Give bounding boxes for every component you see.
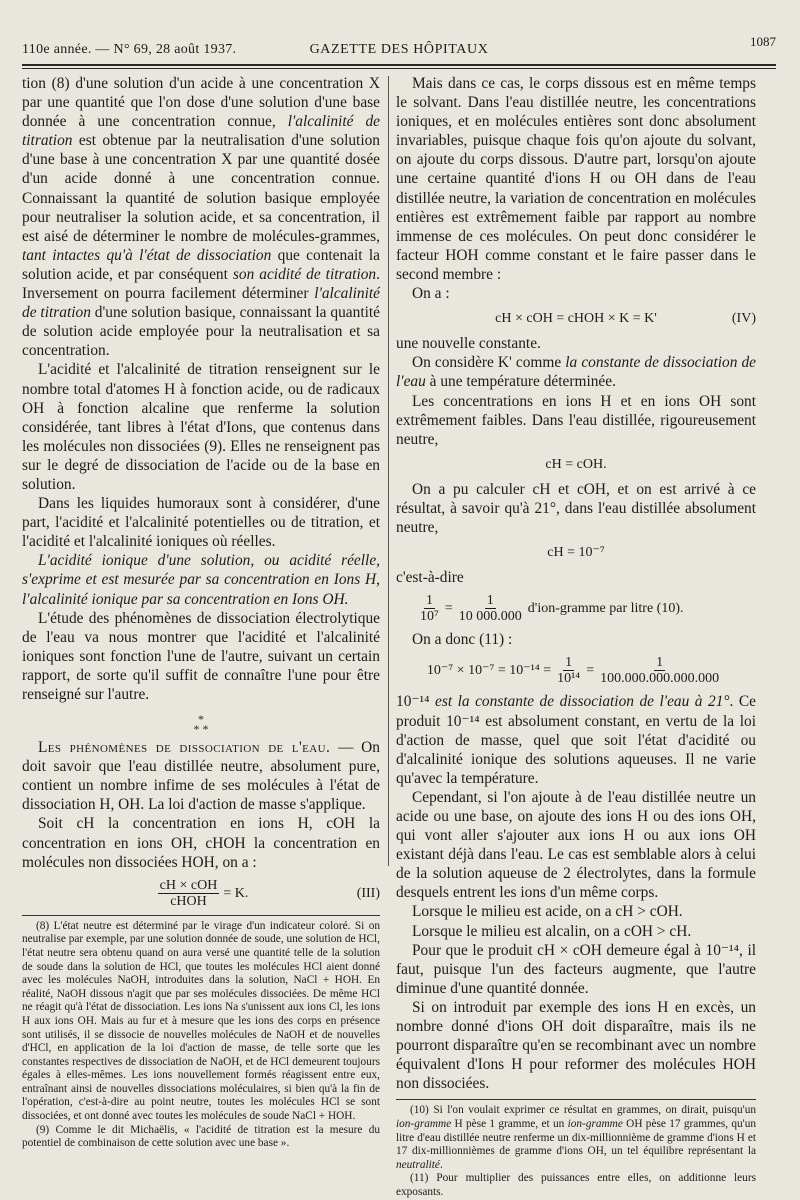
paragraph: On a pu calculer cH et cOH, et on est arrivé à ce résultat, à savoir qu'à 21°, dans l'eau distillée absolument neutre, [396, 480, 756, 537]
page-header [22, 34, 776, 60]
paragraph: Mais dans ce cas, le corps dissous est en même temps le solvant. Dans l'eau distillée neutre, les concentrations ioniques, et en molécules entières sont donc absolument invariables, puisque chaque fois qu'on ajoute du solvant, on ajoute du corps dissous. D'autre part, lorsqu'on ajoute une certaine quantité d'ions H ou OH dans de l'eau distillée neutre, la variation de concentration en molécules entières est extrêmement faible par rapport au nombre immense de ces molécules. On peut donc considérer le facteur HOH comme constant et le faire passer dans le second membre : [396, 75, 756, 283]
equation: 10⁻⁷ × 10⁻⁷ = 10⁻¹⁴ = $\frac{1}{\text{10¹⁴}}$ = $\frac{1}{100.000.000.000.000}$ [426, 655, 720, 687]
page-number: 1087 [750, 34, 776, 49]
paragraph: Les concentrations en ions H et en ions OH sont extrêmement faibles. Dans l'eau distillée, rigoureusement neutre, [396, 392, 756, 448]
footnote: (10) Si l'on voulait exprimer ce résultat en grammes, on dirait, puisqu'un ion-gramme H pèse 1 gramme, et un ion-gramme OH pèse 17 grammes, qu'un litre d'eau distillée neutre renferme un dix-millionnième de gramme d'ions H et 17 dix-millionnièmes de gramme d'ions OH, un tel équilibre représentant la neutralité. [396, 1104, 756, 1171]
section-title: Les phénomènes de dissociation de l'eau. [38, 739, 331, 757]
paragraph: L'acidité ionique d'une solution, ou acidité réelle, s'exprime et est mesurée par sa concentration en Ions H, l'alcalinité ionique par sa concentration en Ions OH. [22, 552, 380, 608]
paragraph: 10⁻¹⁴ est la constante de dissociation de l'eau à 21°. Ce produit 10⁻¹⁴ est absolument constant, en vertu de la loi d'action de masse, quel que soit l'état d'acidité ou d'alcalinité ionique des solutions aqueuses. Il ne varie qu'avec la température. [396, 693, 756, 787]
paragraph: tion (8) d'une solution d'un acide à une concentration X par une quantité que l'on dose d'une solution d'une base donnée à une concentration connue, l'alcalinité de titration est obtenue par la neutralisation d'une solution d'une base à une concentration X par une quantité dosée d'un acide donné à une concentration connue. Connaissant la quantité de solution basique employée pour neutraliser la solution acide, et sa concentration, il est aisé de déterminer le nombre de molécules-grammes, tant intactes qu'à l'état de dissociation que contenait la solution acide, et par conséquent son acidité de titration. Inversement on pourra facilement déterminer l'alcalinité de titration d'une solution basique, connaissant la quantité de solution acide employée pour la neutralisation et sa concentration. [22, 75, 381, 360]
equation: cH = cOH. [545, 456, 607, 472]
paragraph: On a donc (11) : [412, 631, 513, 649]
equation-iii: $\frac{\text{cH × cOH}}{\text{cHOH}}$ = K. (III) [159, 877, 380, 909]
section-separator: * * * [193, 712, 209, 737]
footnote: (8) L'état neutre est déterminé par le virage d'un indicateur coloré. Si on neutralise par exemple, par une solution donnée de soude, une solution de HCl, l'état neutre sera obtenu quand on aura versé une quantité telle de la solution de soude dans la solution de HCl, que toutes les molécules HCl aient donné avec les molécules NaOH, introduites dans la solution, NaCl + HOH. En réalité, NaOH dissous n'agit que par ses molécules dissociées. De même HCl ne réagit qu'à l'état de dissociation. Les ions Na s'unissent aux ions Cl, les ions H aux ions OH. Mais au fur et à mesure que les ions des corps en présence sont utilisés, il se dissocie de nouvelles molécules de NaOH et de nouvelles d'HCl, en application de la loi d'action de masse, de telle sorte que les constantes respectives de dissociation de NaOH, et de HCl demeurent toujours égales à elles-mêmes. Les ions nouvellement formés réagissent entre eux, entraînant ainsi de nouvelles dissociations moléculaires, si bien qu'à la fin de l'opération, c'est-à-dire au point neutre, toutes les molécules HCl se sont dissociées, et ont donné avec toutes les molécules de soude NaCl + HOH. [22, 919, 380, 1123]
footnote-rule [396, 1099, 756, 1100]
equation-label: (IV) [731, 311, 756, 327]
paragraph: L'étude des phénomènes de dissociation électrolytique de l'eau va nous montrer que l'acidité et l'alcalinité ioniques sont fonction l'une de l'autre, suivant un certain rapport, de sorte qu'il suffit de connaître l'une pour être renseigné sur l'autre. [22, 609, 380, 703]
equation-label: (III) [356, 885, 380, 901]
paragraph: Soit cH la concentration en ions H, cOH la concentration en ions OH, cHOH la concentration en molécules non dissociées HOH, on a : [22, 815, 380, 871]
paragraph: Les phénomènes de dissociation de l'eau. — On doit savoir que l'eau distillée neutre, absolument pure, contient un nombre infime de ses molécules à l'état de dissociation H, OH. La loi d'action de masse s'applique. [22, 739, 380, 814]
footnote: (11) Pour multiplier des puissances entre elles, on additionne leurs exposants. [396, 1172, 756, 1198]
journal-title: GAZETTE DES HÔPITAUX [309, 42, 489, 57]
issue-info: 110e année. — N° 69, 28 août 1937. [22, 42, 237, 57]
right-column [396, 74, 756, 1200]
header-rule-thick [22, 64, 776, 66]
footnotes [396, 1104, 756, 1199]
equation: cH = 10⁻⁷ [547, 545, 605, 561]
paragraph: L'acidité et l'alcalinité de titration renseignent sur le nombre total d'atomes H à fonction acide, ou de radicaux OH à fonction alcaline que renferme la solution considérée, tant libres à l'état d'Ions, que contenus dans les molécules non dissociées (9). Elles ne renseignent pas sur le degré de dissociation de l'acide ou de la base en solution. [22, 361, 380, 493]
paragraph: Pour que le produit cH × cOH demeure égal à 10⁻¹⁴, il faut, puisque l'un des facteurs augmente, que l'autre diminue d'une quantité donnée. [396, 941, 756, 997]
paragraph: une nouvelle constante. [396, 335, 541, 353]
paragraph: c'est-à-dire [396, 569, 464, 587]
paragraph: Lorsque le milieu est alcalin, on a cOH > cH. [412, 922, 692, 940]
equation: $\frac{1}{\text{10⁷}}$ = $\frac{1}{10 000.000}$ d'ion-gramme par litre (10). [420, 593, 684, 625]
equation-iv: cH × cOH = cHOH × K = K' (IV) [396, 309, 756, 328]
footnote: (9) Comme le dit Michaëlis, « l'acidité de titration est la mesure du potentiel de combinaison de cette solution avec une base ». [22, 1123, 380, 1150]
paragraph: Dans les liquides humoraux sont à considérer, d'une part, l'acidité et l'alcalinité potentielles ou de titration, et l'acidité et l'alcalinité ioniques où réelles. [22, 495, 380, 551]
paragraph: On a : [412, 285, 450, 303]
footnotes [22, 920, 380, 1151]
paragraph: Si on introduit par exemple des ions H en excès, un nombre donné d'ions OH doit disparaître, mais ils ne pourront disparaître qu'en se recombinant avec un nombre équivalent d'Ions H pour reformer des molécules HOH non dissociées. [396, 998, 756, 1093]
left-column [22, 74, 380, 1151]
paragraph: On considère K' comme la constante de dissociation de l'eau à une température déterminée. [396, 354, 756, 391]
paragraph: Lorsque le milieu est acide, on a cH > cOH. [412, 903, 683, 921]
column-divider [388, 76, 389, 866]
footnote-rule [22, 915, 380, 916]
header-rule-thin [22, 68, 776, 69]
paragraph: Cependant, si l'on ajoute à de l'eau distillée neutre un acide ou une base, on ajoute des ions H ou des ions OH, qui vont aller s'ajouter aux ions H ou aux ions OH existant déjà dans l'eau. Le cas est semblable alors à celui de la solution aqueuse de 2 électrolytes, dans la formule desquels entrent les ions d'un même corps. [396, 788, 756, 902]
